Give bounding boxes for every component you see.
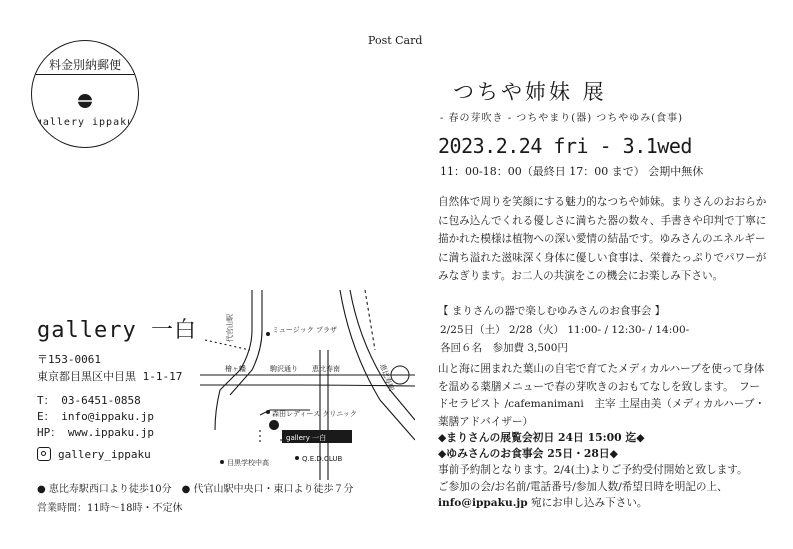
map-label-school: 目黒学校中高: [227, 459, 269, 467]
map-label-clinic: 森田レディース クリニック: [272, 410, 357, 418]
reservation-notice: [438, 462, 773, 512]
map-label-ebisu-station: 恵比寿駅: [378, 362, 396, 392]
tel: T： 03-6451-0858: [37, 394, 141, 407]
gallery-name: gallery 一白: [37, 318, 197, 343]
exhibition-first-day-note: ◆まりさんの展覧会初日 24日 15:00 迄◆: [438, 431, 645, 444]
address: 東京都目黒区中目黒 1-1-17: [37, 370, 183, 383]
postage-stamp-mark: [31, 40, 139, 148]
postcard-label: Post Card: [368, 34, 423, 47]
notice-line-1: 事前予約制となります。2/4(土)よりご予約受付開始と致します。: [438, 464, 748, 476]
map-label-hinoki: 檜ヶ幡: [225, 365, 246, 373]
map-label-qed: Q.E.D.CLUB: [302, 455, 343, 463]
notice-line-3: [438, 495, 773, 512]
email[interactable]: E： info@ippaku.jp: [37, 410, 154, 423]
map-point-school: [220, 460, 224, 464]
map-point-qed: [295, 456, 299, 460]
map-point-museum: [266, 332, 270, 336]
meal-description: 山と海に囲まれた葉山の自宅で育てたメディカルハーブを使って身体を温める薬膳メニューで春の芽吹きのおもてなしを致します。 フードセラピスト /cafemanimani 主宰 土屋由美（メディカルハーブ・薬膳アドバイザー）: [438, 363, 766, 428]
instagram-handle[interactable]: [37, 447, 151, 461]
map-gallery-pin: [269, 420, 279, 440]
map-label-daikanyama: 代官山駅: [226, 314, 234, 342]
event-description: 自然体で周りを笑顔にする魅力的なつちや姉妹。まりさんのおおらかに包み込んでくれる優しさに満ちた器の数々、手書きや印判で丁寧に描かれた模様は植物への深い愛情の結晶です。ゆみさんのエネルギーに満ち溢れた滋味深く身体に優しい食事は、栄養たっぷりでパワーがみなぎります。お二人の共演をこの機会にお楽しみ下さい。: [438, 196, 767, 282]
meal-event-capacity: 各回６名 参加費 3,500円: [440, 342, 568, 354]
stamp-text-gallery: gallery ippaku: [35, 117, 135, 128]
ippaku-logo-icon: [76, 92, 94, 110]
notice-line-2: ご参加の会/お名前/電話番号/参加人数/希望日時を明記の上、: [438, 480, 728, 493]
instagram-text: gallery_ippaku: [58, 447, 151, 461]
event-hours: 11：00-18：00（最終日 17：00 まで） 会期中無休: [440, 165, 704, 178]
access-info: ● 恵比寿駅西口より徒歩10分 ● 代官山駅中央口・東口より徒歩７分: [37, 484, 354, 495]
map-label-ebisu-minami: 恵比寿南: [312, 365, 340, 373]
access-map: [200, 290, 415, 480]
map-label-gallery: gallery 一白: [286, 434, 327, 442]
business-hours: 営業時間：11時〜18時・不定休: [37, 503, 183, 514]
map-label-komazawa: 駒沢通り: [270, 365, 298, 373]
map-label-museum-plaza: ミュージック プラザ: [272, 326, 337, 334]
meal-event-days-note: ◆ゆみさんのお食事会 25日・28日◆: [438, 447, 618, 460]
event-subtitle: - 春の芽吹き - つちやまり(器) つちやゆみ(食事): [440, 113, 684, 124]
map-point-clinic: [266, 410, 270, 414]
notice-email-link[interactable]: info@ippaku.jp: [438, 497, 528, 509]
event-title: つちや姉妹 展: [453, 80, 607, 104]
meal-event-dates: 2/25日（土） 2/28（火） 11:00- / 12:30- / 14:00-: [440, 324, 690, 336]
meal-event-title: 【 まりさんの器で楽しむゆみさんのお食事会 】: [438, 305, 666, 317]
notice-line-3-suffix: 宛にお申し込み下さい。: [527, 497, 648, 509]
homepage[interactable]: HP： www.ippaku.jp: [37, 426, 154, 439]
postal-code: 〒153-0061: [37, 353, 101, 366]
instagram-icon: [37, 447, 51, 461]
stamp-divider: [32, 74, 138, 75]
stamp-text-postage: 料金別納郵便: [48, 58, 121, 72]
event-date: 2023.2.24 fri - 3.1wed: [438, 134, 692, 158]
map-road-komazawa: [200, 385, 415, 386]
